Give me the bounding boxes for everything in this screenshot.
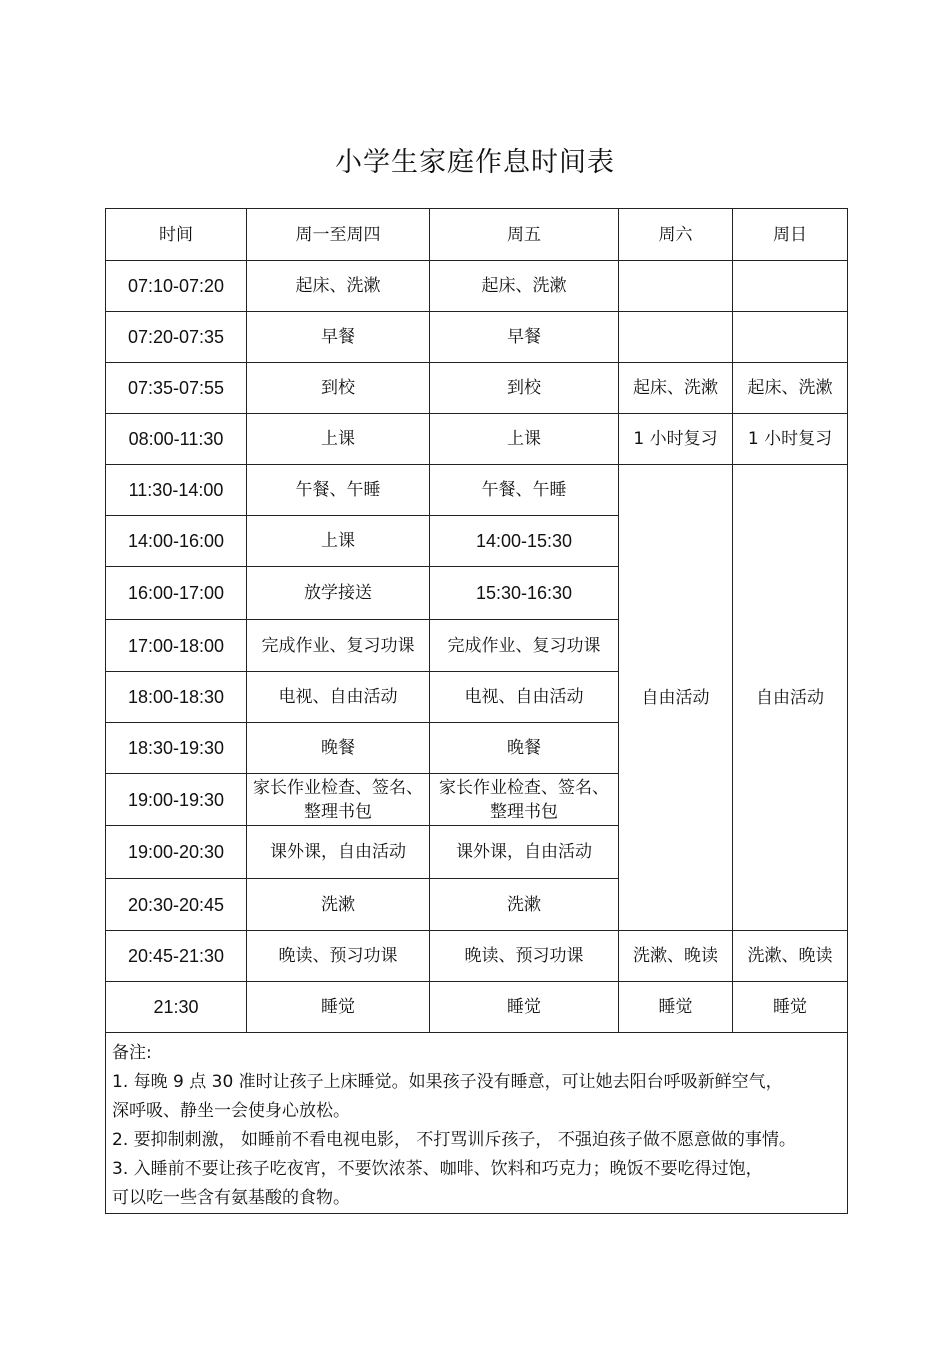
sun-cell: 洗漱、晚读 xyxy=(733,931,848,982)
sun-cell xyxy=(733,261,848,312)
time-cell: 17:00-18:00 xyxy=(106,620,247,672)
table-row xyxy=(106,414,848,465)
mon-thu-cell: 上课 xyxy=(247,414,430,465)
notes-row xyxy=(106,1033,848,1214)
note-line: 可以吃一些含有氨基酸的食物。 xyxy=(112,1188,350,1208)
sat-cell: 睡觉 xyxy=(619,982,733,1033)
time-cell: 14:00-16:00 xyxy=(106,516,247,567)
time-cell: 07:20-07:35 xyxy=(106,312,247,363)
fri-cell: 15:30-16:30 xyxy=(430,567,619,620)
table-row xyxy=(106,261,848,312)
notes-cell xyxy=(106,1033,848,1214)
mon-thu-cell: 上课 xyxy=(247,516,430,567)
table-row xyxy=(106,982,848,1033)
schedule-table xyxy=(105,208,848,1214)
page-title: 小学生家庭作息时间表 xyxy=(335,147,615,178)
header-sun: 周日 xyxy=(733,209,848,261)
fri-cell: 晚读、预习功课 xyxy=(430,931,619,982)
fri-cell: 电视、自由活动 xyxy=(430,672,619,723)
sun-cell: 1 小时复习 xyxy=(733,414,848,465)
mon-thu-cell: 晚读、预习功课 xyxy=(247,931,430,982)
note-line: 2. 要抑制刺激， 如睡前不看电视电影， 不打骂训斥孩子， 不强迫孩子做不愿意做的事情。 xyxy=(112,1130,796,1150)
mon-thu-cell: 早餐 xyxy=(247,312,430,363)
sun-cell: 睡觉 xyxy=(733,982,848,1033)
header-mon-thu: 周一至周四 xyxy=(247,209,430,261)
mon-thu-cell: 放学接送 xyxy=(247,567,430,620)
header-sat: 周六 xyxy=(619,209,733,261)
header-row xyxy=(106,209,848,261)
time-cell: 11:30-14:00 xyxy=(106,465,247,516)
sat-cell: 起床、洗漱 xyxy=(619,363,733,414)
sun-free-activity-cell: 自由活动 xyxy=(733,465,848,931)
sat-cell xyxy=(619,261,733,312)
note-line: 3. 入睡前不要让孩子吃夜宵，不要饮浓茶、咖啡、饮料和巧克力；晚饭不要吃得过饱， xyxy=(112,1159,763,1179)
note-line: 深呼吸、静坐一会使身心放松。 xyxy=(112,1101,350,1121)
sat-free-activity-cell: 自由活动 xyxy=(619,465,733,931)
fri-cell: 早餐 xyxy=(430,312,619,363)
table-row xyxy=(106,312,848,363)
fri-cell: 到校 xyxy=(430,363,619,414)
time-cell: 18:00-18:30 xyxy=(106,672,247,723)
sat-cell: 洗漱、晚读 xyxy=(619,931,733,982)
header-fri: 周五 xyxy=(430,209,619,261)
fri-cell: 课外课，自由活动 xyxy=(430,826,619,879)
mon-thu-cell: 家长作业检查、签名、整理书包 xyxy=(247,774,430,826)
mon-thu-cell: 完成作业、复习功课 xyxy=(247,620,430,672)
note-line: 1. 每晚 9 点 30 准时让孩子上床睡觉。如果孩子没有睡意，可让她去阳台呼吸新鲜空气， xyxy=(112,1072,783,1092)
time-cell: 07:10-07:20 xyxy=(106,261,247,312)
fri-cell: 晚餐 xyxy=(430,723,619,774)
mon-thu-cell: 晚餐 xyxy=(247,723,430,774)
mon-thu-cell: 课外课，自由活动 xyxy=(247,826,430,879)
time-cell: 21:30 xyxy=(106,982,247,1033)
mon-thu-cell: 起床、洗漱 xyxy=(247,261,430,312)
mon-thu-cell: 到校 xyxy=(247,363,430,414)
time-cell: 20:30-20:45 xyxy=(106,879,247,931)
fri-cell: 完成作业、复习功课 xyxy=(430,620,619,672)
fri-cell: 洗漱 xyxy=(430,879,619,931)
fri-cell: 上课 xyxy=(430,414,619,465)
table-row xyxy=(106,465,848,516)
time-cell: 19:00-19:30 xyxy=(106,774,247,826)
time-cell: 16:00-17:00 xyxy=(106,567,247,620)
fri-cell: 家长作业检查、签名、整理书包 xyxy=(430,774,619,826)
header-time: 时间 xyxy=(106,209,247,261)
table-row xyxy=(106,363,848,414)
fri-cell: 14:00-15:30 xyxy=(430,516,619,567)
mon-thu-cell: 电视、自由活动 xyxy=(247,672,430,723)
table-row xyxy=(106,931,848,982)
mon-thu-cell: 睡觉 xyxy=(247,982,430,1033)
time-cell: 19:00-20:30 xyxy=(106,826,247,879)
fri-cell: 睡觉 xyxy=(430,982,619,1033)
fri-cell: 午餐、午睡 xyxy=(430,465,619,516)
time-cell: 18:30-19:30 xyxy=(106,723,247,774)
time-cell: 20:45-21:30 xyxy=(106,931,247,982)
sun-cell xyxy=(733,312,848,363)
mon-thu-cell: 午餐、午睡 xyxy=(247,465,430,516)
sat-cell xyxy=(619,312,733,363)
sat-cell: 1 小时复习 xyxy=(619,414,733,465)
time-cell: 08:00-11:30 xyxy=(106,414,247,465)
fri-cell: 起床、洗漱 xyxy=(430,261,619,312)
mon-thu-cell: 洗漱 xyxy=(247,879,430,931)
time-cell: 07:35-07:55 xyxy=(106,363,247,414)
notes-heading: 备注: xyxy=(112,1043,152,1063)
sun-cell: 起床、洗漱 xyxy=(733,363,848,414)
